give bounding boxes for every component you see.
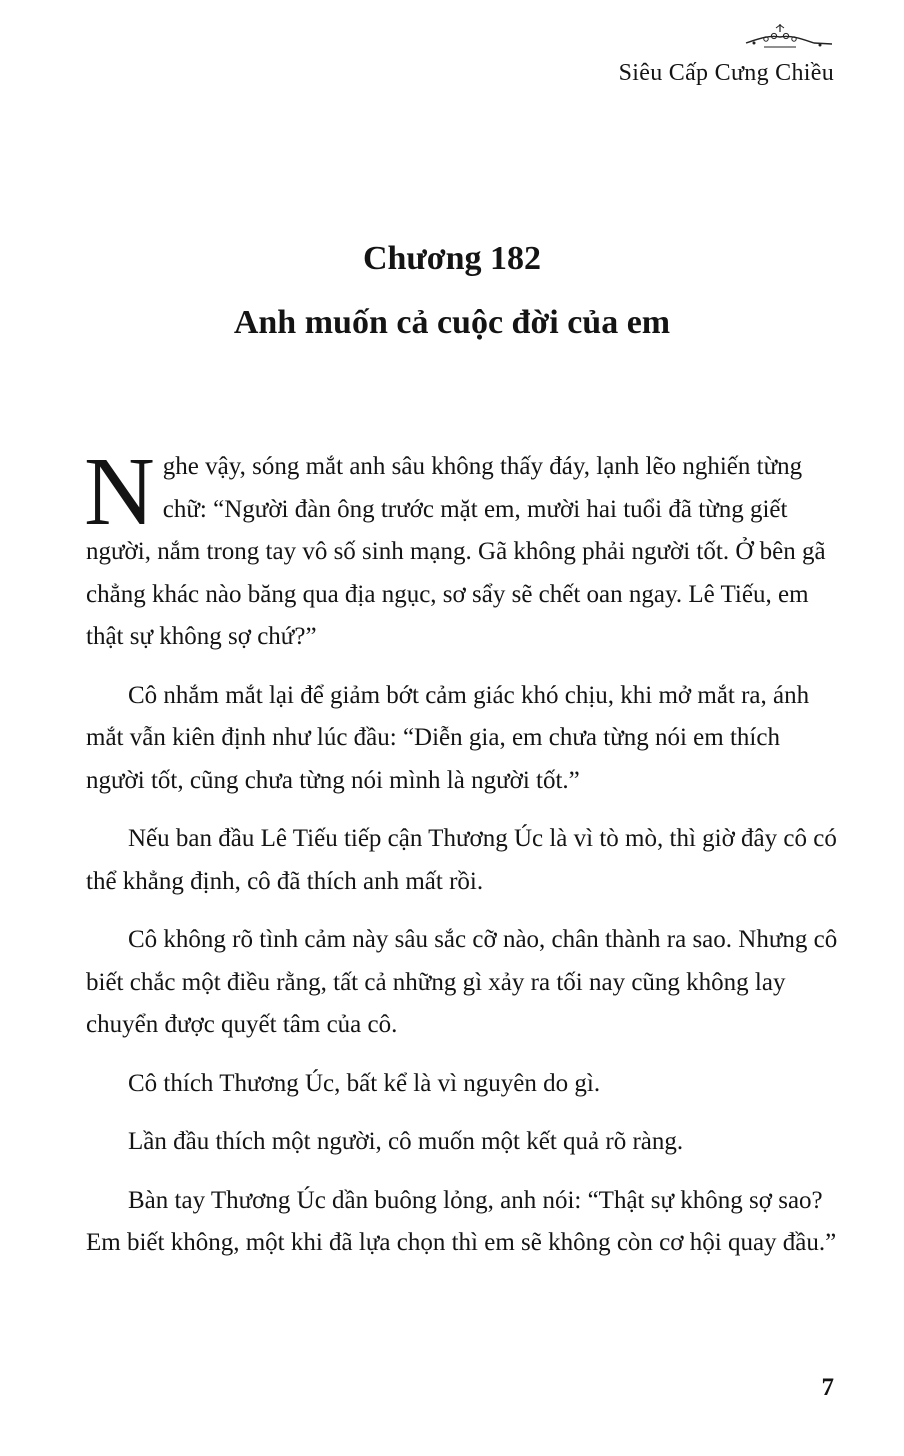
paragraph-7: Bàn tay Thương Úc dần buông lỏng, anh nói: “Thật sự không sợ sao? Em biết không, một khi đã lựa chọn thì em sẽ không còn cơ hội quay đầu.” <box>86 1186 837 1256</box>
paragraph-1 <box>84 438 838 659</box>
drop-cap-letter: N <box>84 438 155 546</box>
chapter-body <box>84 438 838 1281</box>
paragraph-5: Cô thích Thương Úc, bất kể là vì nguyên do gì. <box>128 1069 601 1097</box>
decorative-flourish-icon <box>744 22 836 52</box>
chapter-number: Chương 182 <box>362 240 542 277</box>
paragraph-3: Nếu ban đầu Lê Tiếu tiếp cận Thương Úc là vì tò mò, thì giờ đây cô có thể khẳng định, cô đã thích anh mất rồi. <box>86 825 837 895</box>
paragraph-1-text: ghe vậy, sóng mắt anh sâu không thấy đáy, lạnh lẽo nghiến từng chữ: “Người đàn ông trước mặt em, mười hai tuổi đã từng giết người, nắm trong tay vô số sinh mạng. Gã không phải người tốt. Ở bên gã chẳng khác nào băng qua địa ngục, sơ sẩy sẽ chết oan ngay. Lê Tiếu, em thật sự không sợ chứ?” <box>86 453 826 650</box>
running-header-title: Siêu Cấp Cưng Chiều <box>618 60 834 86</box>
chapter-title: Anh muốn cả cuộc đời của em <box>233 304 671 341</box>
paragraph-4: Cô không rõ tình cảm này sâu sắc cỡ nào, chân thành ra sao. Nhưng cô biết chắc một điều rằng, tất cả những gì xảy ra tối nay cũng không lay chuyển được quyết tâm của cô. <box>86 926 838 1038</box>
paragraph-2: Cô nhắm mắt lại để giảm bớt cảm giác khó chịu, khi mở mắt ra, ánh mắt vẫn kiên định như lúc đầu: “Diễn gia, em chưa từng nói em thích người tốt, cũng chưa từng nói mình là người tốt.” <box>86 681 810 794</box>
page-number: 7 <box>821 1374 834 1401</box>
paragraph-6: Lần đầu thích một người, cô muốn một kết quả rõ ràng. <box>128 1128 684 1155</box>
